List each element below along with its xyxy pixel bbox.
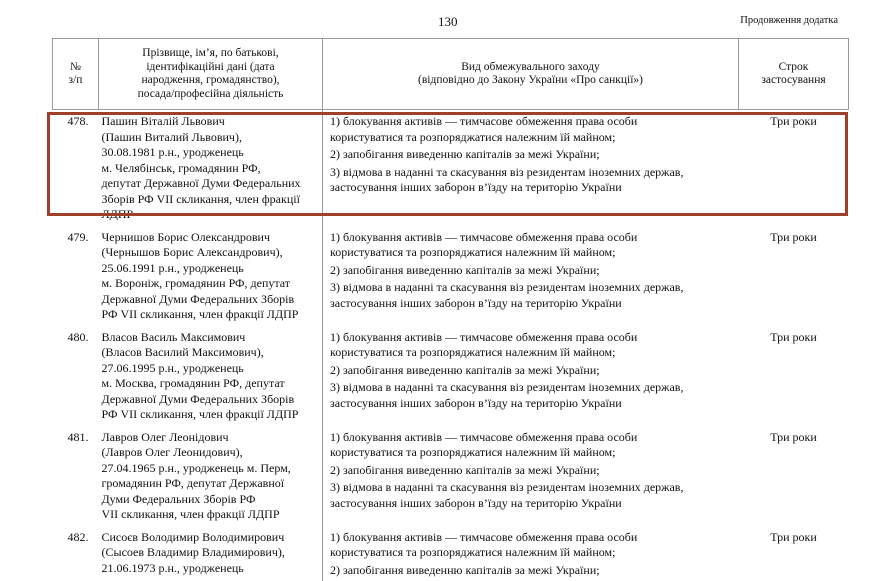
measure-line: 2) запобігання виведенню капіталів за межі України; — [330, 463, 736, 479]
person-line: Державної Думи Федеральних Зборів — [102, 392, 320, 408]
measure-line: користуватися та розпоряджатися належним їй майном; — [330, 130, 736, 146]
person-line: 30.08.1981 р.н., уродженець — [102, 145, 320, 161]
table-row — [53, 110, 849, 226]
person-line: (Сысоев Владимир Владимирович), — [102, 545, 320, 561]
person-details — [99, 326, 323, 426]
row-number: 478. — [53, 110, 99, 226]
measure-line: 2) запобігання виведенню капіталів за межі України; — [330, 563, 736, 579]
table-row — [53, 526, 849, 581]
measure-line: 1) блокування активів — тимчасове обмеження права особи — [330, 330, 736, 346]
table-row — [53, 426, 849, 526]
table-row — [53, 326, 849, 426]
measure-item — [330, 430, 736, 461]
header-person — [99, 39, 323, 110]
header-term-line: Строк — [741, 61, 846, 75]
sanctions-table — [52, 38, 849, 581]
person-line: депутат Державної Думи Федеральних — [102, 176, 320, 192]
person-line: (Лавров Олег Леонидович), — [102, 445, 320, 461]
term: Три роки — [739, 426, 849, 526]
measure-line: 1) блокування активів — тимчасове обмеження права особи — [330, 430, 736, 446]
measure-line: користуватися та розпоряджатися належним їй майном; — [330, 345, 736, 361]
person-line: ЛДПР — [102, 207, 320, 223]
person-details — [99, 526, 323, 581]
person-line: м. Челябінськ, громадянин РФ, — [102, 161, 320, 177]
person-line: громадянин РФ, депутат Державної — [102, 476, 320, 492]
measure-item — [330, 230, 736, 261]
measure-line: 3) відмова в наданні та скасування віз резидентам іноземних держав, — [330, 380, 736, 396]
measure-line: застосування інших заборон в’їзду на територію України — [330, 396, 736, 412]
row-number: 481. — [53, 426, 99, 526]
header-num — [53, 39, 99, 110]
measure-line: 3) відмова в наданні та скасування віз резидентам іноземних держав, — [330, 480, 736, 496]
table-row — [53, 226, 849, 326]
measure-line: 1) блокування активів — тимчасове обмеження права особи — [330, 530, 736, 546]
header-term-line: застосування — [741, 74, 846, 88]
header-num-line: з/п — [55, 74, 96, 88]
person-line: Зборів РФ VII скликання, член фракції — [102, 192, 320, 208]
measure-item — [330, 330, 736, 361]
measure-line: користуватися та розпоряджатися належним їй майном; — [330, 545, 736, 561]
measure-item — [330, 480, 736, 511]
measure-line: 3) відмова в наданні та скасування віз резидентам іноземних держав, — [330, 165, 736, 181]
measure-line: 3) відмова в наданні та скасування віз резидентам іноземних держав, — [330, 280, 736, 296]
person-details — [99, 110, 323, 226]
term: Три роки — [739, 526, 849, 581]
measure-line: застосування інших заборон в’їзду на територію України — [330, 180, 736, 196]
header-term — [739, 39, 849, 110]
measure-item — [330, 280, 736, 311]
measure-item — [330, 463, 736, 479]
header-person-line: ідентифікаційні дані (дата — [101, 61, 320, 75]
measure-line: 1) блокування активів — тимчасове обмеження права особи — [330, 114, 736, 130]
term: Три роки — [739, 326, 849, 426]
measures — [323, 226, 739, 326]
person-line: РФ VII скликання, член фракції ЛДПР — [102, 307, 320, 323]
measures — [323, 110, 739, 226]
person-line: 21.06.1973 р.н., уродженець — [102, 561, 320, 577]
measure-item — [330, 114, 736, 145]
row-number: 480. — [53, 326, 99, 426]
measure-item — [330, 380, 736, 411]
measure-item — [330, 530, 736, 561]
person-line: 25.06.1991 р.н., уродженець — [102, 261, 320, 277]
person-line: VII скликання, член фракції ЛДПР — [102, 507, 320, 523]
header-person-line: посада/професійна діяльність — [101, 88, 320, 102]
person-line: Власов Василь Максимович — [102, 330, 320, 346]
header-person-line: народження, громадянство), — [101, 74, 320, 88]
measure-line: застосування інших заборон в’їзду на територію України — [330, 296, 736, 312]
measure-line: користуватися та розпоряджатися належним їй майном; — [330, 245, 736, 261]
person-line: Сисоєв Володимир Володимирович — [102, 530, 320, 546]
measures — [323, 326, 739, 426]
term: Три роки — [739, 226, 849, 326]
measure-line: застосування інших заборон в’їзду на територію України — [330, 496, 736, 512]
measures — [323, 526, 739, 581]
person-details — [99, 226, 323, 326]
person-line: РФ VII скликання, член фракції ЛДПР — [102, 407, 320, 423]
person-line: Чернишов Борис Олександрович — [102, 230, 320, 246]
header-person-line: Прізвище, ім’я, по батькові, — [101, 47, 320, 61]
person-line: м. Вороніж, громадянин РФ, депутат — [102, 276, 320, 292]
page-number: 130 — [438, 14, 458, 30]
header-measure-line: (відповідно до Закону України «Про санкції») — [325, 74, 736, 88]
person-line: 27.06.1995 р.н., уродженець — [102, 361, 320, 377]
person-line: 27.04.1965 р.н., уродженець м. Перм, — [102, 461, 320, 477]
measure-item — [330, 263, 736, 279]
person-line: Думи Федеральних Зборів РФ — [102, 492, 320, 508]
measure-item — [330, 563, 736, 579]
measure-line: користуватися та розпоряджатися належним їй майном; — [330, 445, 736, 461]
term: Три роки — [739, 110, 849, 226]
measure-item — [330, 363, 736, 379]
person-details — [99, 426, 323, 526]
header-measure — [323, 39, 739, 110]
person-line: Лавров Олег Леонідович — [102, 430, 320, 446]
person-line: Пашин Віталій Львович — [102, 114, 320, 130]
table-header-row — [53, 39, 849, 110]
person-line: (Власов Василий Максимович), — [102, 345, 320, 361]
table-body — [53, 110, 849, 581]
measure-item — [330, 147, 736, 163]
person-line: (Чернышов Борис Александрович), — [102, 245, 320, 261]
measures — [323, 426, 739, 526]
measure-line: 2) запобігання виведенню капіталів за межі України; — [330, 263, 736, 279]
measure-line: 2) запобігання виведенню капіталів за межі України; — [330, 147, 736, 163]
header-num-line: № — [55, 61, 96, 75]
measure-line: 1) блокування активів — тимчасове обмеження права особи — [330, 230, 736, 246]
row-number: 482. — [53, 526, 99, 581]
person-line: (Пашин Виталий Львович), — [102, 130, 320, 146]
header-measure-line: Вид обмежувального заходу — [325, 61, 736, 75]
measure-item — [330, 165, 736, 196]
sanctions-table-area — [52, 38, 848, 581]
measure-line: 2) запобігання виведенню капіталів за межі України; — [330, 363, 736, 379]
person-line: м. Москва, громадянин РФ, депутат — [102, 376, 320, 392]
row-number: 479. — [53, 226, 99, 326]
continuation-note: Продовження додатка — [740, 15, 838, 26]
person-line: Державної Думи Федеральних Зборів — [102, 292, 320, 308]
